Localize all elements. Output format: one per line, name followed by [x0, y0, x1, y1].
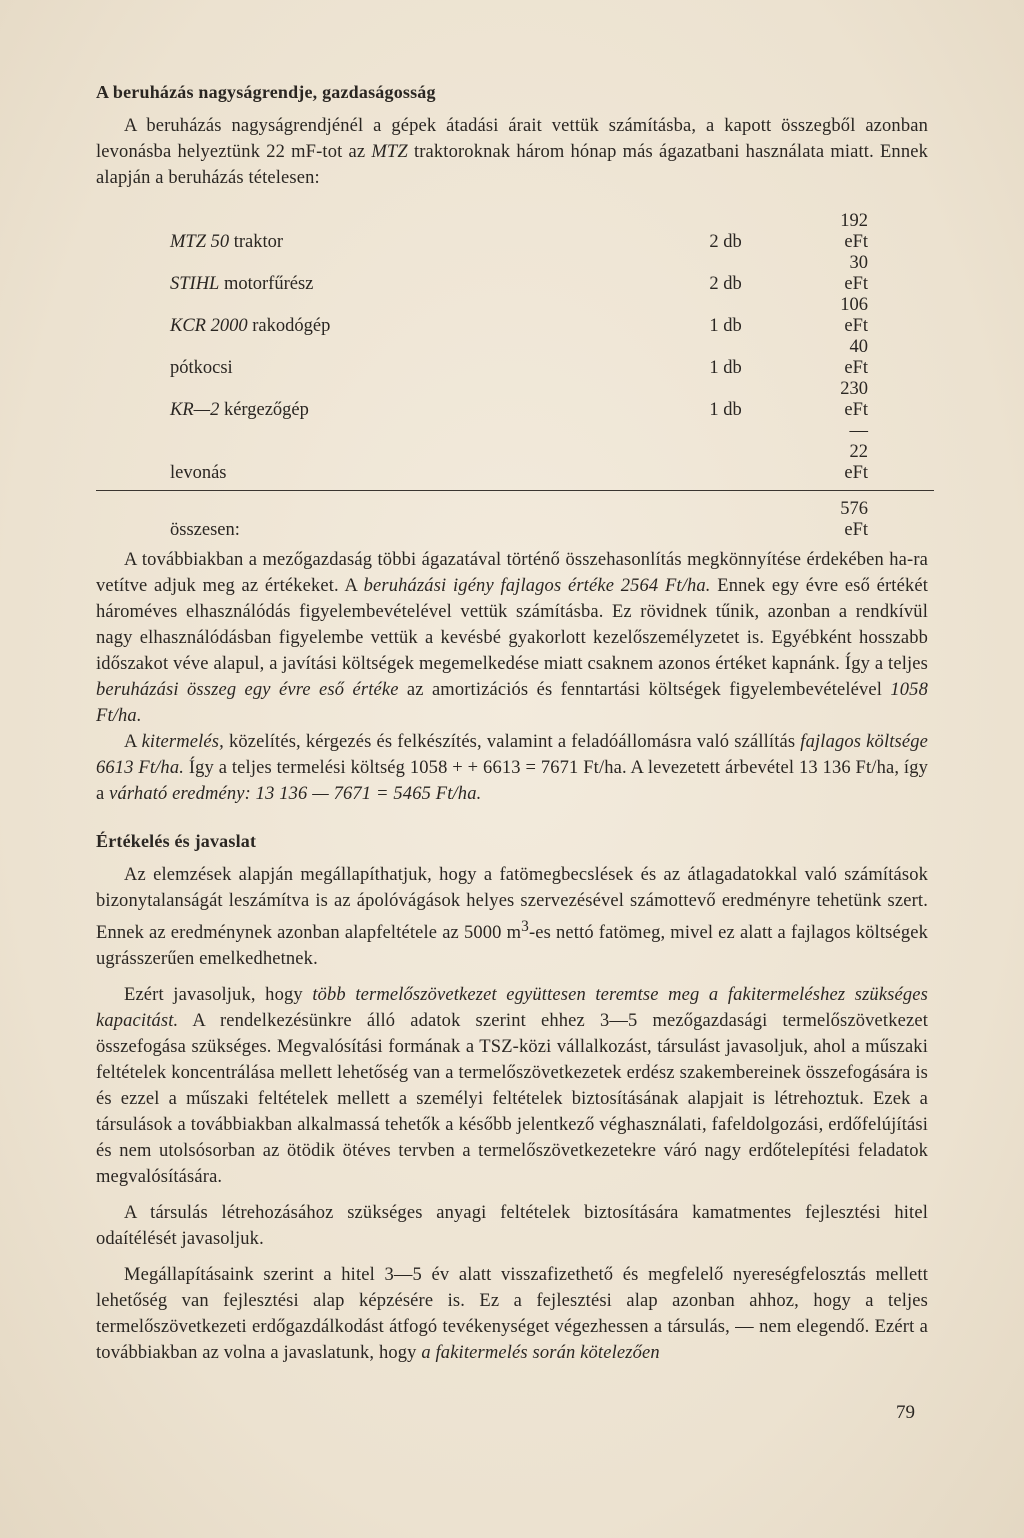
paragraph-per-hectare	[96, 547, 928, 729]
italic-span: a fakitermelés során kötelezően	[421, 1343, 660, 1364]
text-span: Ezért javasoljuk, hogy	[124, 985, 313, 1006]
italic-span: fajlagos költsége 6613 Ft/ha.	[96, 732, 928, 778]
item-name	[96, 211, 611, 253]
text-span: A beruházás nagyságrendjénél a gépek átadási árait vettük számításba, a kapott összegből azonban levonásba helyeztünk 22 mF-tot az	[96, 116, 928, 162]
text-span: az amortizációs és fenntartási költségek figyelembevételével	[398, 680, 891, 700]
item-value: 230 eFt	[840, 379, 868, 420]
text-span: Így a teljes termelési költség 1058 + + 6613 = 7671 Ft/ha. A levezetett árbevétel 13 136 Ft/ha, így a	[96, 758, 928, 804]
text-span: motorfűrész	[219, 274, 314, 294]
text-span: rakodógép	[247, 316, 331, 336]
italic-span: 1058 Ft/ha.	[96, 680, 928, 726]
text-span: pótkocsi	[170, 358, 233, 378]
item-value: 40 eFt	[844, 337, 868, 378]
italic-span: KR—2	[170, 400, 220, 420]
italic-span: MTZ	[371, 142, 408, 162]
italic-span: várható eredmény: 13 136 — 7671 = 5465 Ft/ha.	[109, 784, 482, 804]
investment-row	[96, 337, 934, 379]
text-span: Az elemzések alapján megállapíthatjuk, hogy a fatömegbecslések és az átlagadatokkal való számítások bizonytalanságát leszámítva is az ápolóvágások helyes szervezésével számottevő eredményre tehetünk szert. Ennek az eredménynek azonban alapfeltétele az 5000 m	[96, 865, 928, 944]
item-quantity: 2 db	[709, 274, 742, 294]
item-quantity: 1 db	[709, 400, 742, 420]
text-span: A továbbiakban a mezőgazdaság többi ágazatával történő összehasonlítás megkönnyítése érdekében ha-ra vetítve adjuk meg az értékeket. A	[96, 550, 928, 596]
text-span: kérgezőgép	[219, 400, 309, 420]
section-heading-investment: A beruházás nagyságrendje, gazdaságosság	[96, 82, 436, 102]
paragraph-development-fund	[96, 1262, 928, 1366]
page-number: 79	[896, 1402, 915, 1423]
text-span: Ennek egy évre eső értékét hároméves elhasználódás figyelembevételével vettük számításba. Ez rövidnek tűnik, azonban a rendkívül nagy elhasználódásban figyelembe vettük a kevésbé gyakorlott kezelőszemélyzetet is. Egyébként hosszabb időszakot véve alapul, a javítási költségek megemelkedése miatt csaknem azonos értéket kapnánk. Így a teljes	[96, 576, 929, 674]
text-span: közelítés, kérgezés és felkészítés, valamint a feladóállomásra való szállítás	[223, 732, 801, 752]
italic-span: STIHL	[170, 274, 220, 294]
item-name	[96, 421, 611, 491]
investment-table	[96, 211, 934, 541]
italic-span: MTZ 50	[170, 232, 230, 252]
text-span: A rendelkezésünkre álló adatok szerint ehhez 3—5 mezőgazdasági termelőszövetkezet összefogása szükséges. Megvalósítási formának a TSZ-közi vállalkozást, társulást javasoljuk, ahol a műszaki feltételek koncentrálása mellett lehetőség van a termelőszövetkezetek erdész szakembereinek összefogására is és ezzel a műszaki feltételek mellett a személyi feltételek biztosításának alapjait is létrehoztuk. Ezek a társulások a továbbiakban alkalmassá tehetők a később jelentkező véghasználati, fafeldolgozási, erdőfelújítási és nem utolsósorban az ötödik ötéves tervben a termelőszövetkezetekre váró nagy erdőtelepítési feladatok megvalósítására.	[96, 1011, 928, 1188]
investment-row	[96, 379, 934, 421]
paragraph-credit	[96, 1200, 928, 1252]
text-span: -es nettó fatömeg, mivel ez alatt a fajlagos költségek ugrásszerűen emelkedhetnek.	[96, 923, 928, 970]
item-quantity	[611, 421, 840, 491]
item-name	[96, 295, 611, 337]
page-content	[96, 82, 928, 1366]
paragraph-evaluation	[96, 862, 928, 972]
item-quantity: 1 db	[709, 358, 742, 378]
item-value: 106 eFt	[840, 295, 868, 336]
total-label: összesen:	[170, 520, 240, 540]
item-value: —22 eFt	[840, 421, 934, 491]
paragraph-proposal	[96, 982, 928, 1190]
text-span: Megállapításaink szerint a hitel 3—5 év alatt visszafizethető és megfelelő nyereségfelosztás mellett lehetőség van fejlesztési alap képzésére is. Ez a fejlesztési alap azonban ahhoz, hogy a teljes termelőszövetkezeti erdőgazdálkodást átfogó tevékenységet végezhessen a társulás, — nem elegendő. Ezért a továbbiakban az volna a javaslatunk, hogy	[96, 1265, 928, 1364]
italic-span: beruházási összeg egy évre eső értéke	[96, 680, 399, 700]
text-span: traktoroknak három hónap más ágazatbani használata miatt. Ennek alapján a beruházás tételesen:	[96, 142, 928, 188]
item-name	[96, 379, 611, 421]
item-value: 30 eFt	[844, 253, 868, 294]
investment-table-body	[96, 211, 934, 541]
italic-span: kitermelés,	[141, 732, 224, 752]
paragraph-investment-intro	[96, 113, 928, 191]
investment-row	[96, 421, 934, 491]
item-name	[96, 253, 611, 295]
text-span: traktor	[229, 232, 284, 252]
total-value: 576 eFt	[840, 499, 868, 540]
section-heading-evaluation: Értékelés és javaslat	[96, 831, 257, 851]
investment-row	[96, 295, 934, 337]
item-name	[96, 337, 611, 379]
text-span: A	[124, 732, 142, 752]
text-span: levonás	[170, 463, 227, 483]
investment-row	[96, 253, 934, 295]
text-span: A társulás létrehozásához szükséges anyagi feltételek biztosítására kamatmentes fejlesztési hitel odaítélését javasoljuk.	[96, 1203, 928, 1250]
italic-span: több termelőszövetkezet együttesen teremtse meg a fakitermeléshez szükséges kapacitást.	[96, 985, 928, 1032]
total-row	[96, 491, 934, 542]
paragraph-harvest-cost	[96, 729, 928, 807]
item-value: 192 eFt	[840, 211, 868, 252]
total-spacer	[611, 491, 840, 542]
item-quantity: 2 db	[709, 232, 742, 252]
italic-span: KCR 2000	[170, 316, 248, 336]
item-quantity: 1 db	[709, 316, 742, 336]
investment-row	[96, 211, 934, 253]
italic-span: beruházási igény fajlagos értéke 2564 Ft/ha.	[363, 576, 711, 596]
superscript: 3	[521, 918, 529, 935]
